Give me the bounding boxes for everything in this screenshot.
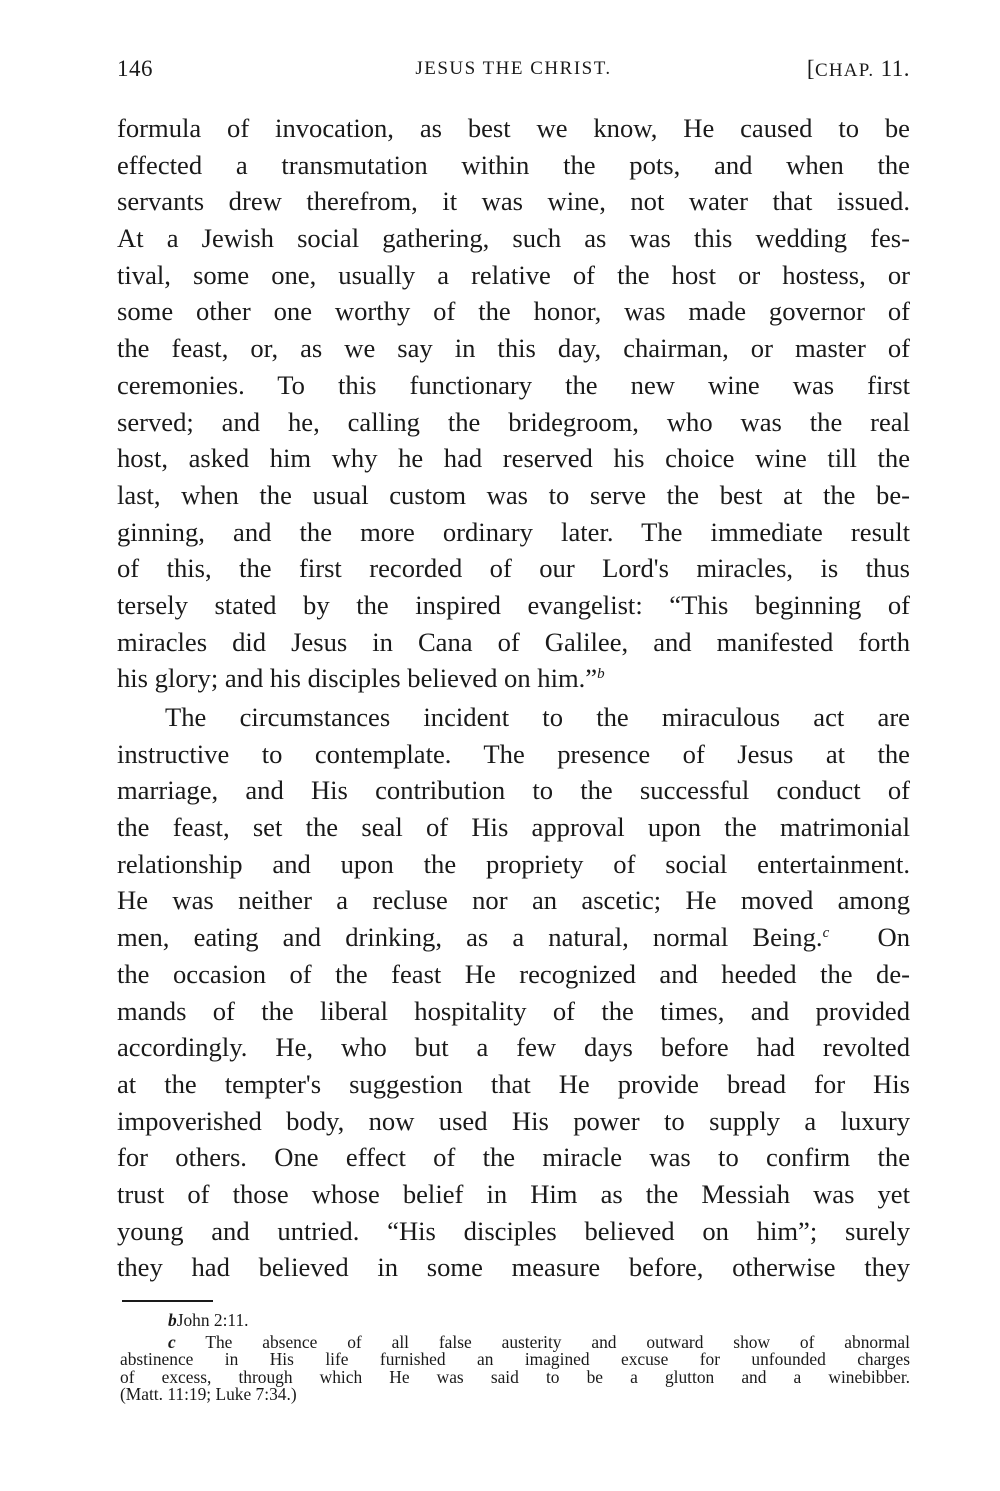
footnote-marker-b: b bbox=[168, 1310, 177, 1330]
text-line: mands of the liberal hospitality of the times, and provided bbox=[117, 995, 910, 1026]
text-line: miracles did Jesus in Cana of Galilee, and manifested forth bbox=[117, 626, 910, 657]
text-line: accordingly. He, who but a few days before had revolted bbox=[117, 1032, 910, 1063]
text-line-content: men, eating and drinking, as a natural, normal Being. bbox=[117, 922, 823, 953]
footnote-ref-c[interactable]: c bbox=[822, 925, 830, 942]
running-header bbox=[117, 56, 910, 92]
text-line: tersely stated by the inspired evangelist: “This beginning of bbox=[117, 589, 910, 620]
footnote-line-text: The absence of all false austerity and outward show of abnormal bbox=[205, 1331, 910, 1352]
text-line: young and untried. “His disciples believed on him”; surely bbox=[117, 1215, 910, 1246]
text-line: at the tempter's suggestion that He provide bread for His bbox=[117, 1068, 910, 1099]
text-line: host, asked him why he had reserved his choice wine till the bbox=[117, 443, 910, 474]
text-line: impoverished body, now used His power to supply a luxury bbox=[117, 1105, 910, 1136]
footnote-b bbox=[120, 1312, 910, 1330]
footnote-ref-b[interactable]: b bbox=[597, 666, 605, 683]
text-line bbox=[117, 660, 910, 697]
footnote-line: (Matt. 11:19; Luke 7:34.) bbox=[120, 1384, 297, 1404]
text-line: last, when the usual custom was to serve the best at the be- bbox=[117, 479, 910, 510]
text-line: the occasion of the feast He recognized and heeded the de- bbox=[117, 958, 910, 989]
page-number: 146 bbox=[117, 56, 153, 81]
body-text bbox=[117, 110, 910, 1286]
text-line: servants drew therefrom, it was wine, not water that issued. bbox=[117, 186, 910, 217]
chapter-bracket: [ bbox=[806, 56, 816, 81]
text-line: for others. One effect of the miracle was to confirm the bbox=[117, 1142, 910, 1173]
text-line: instructive to contemplate. The presence of Jesus at the bbox=[117, 738, 910, 769]
text-line: they had believed in some measure before, otherwise they bbox=[117, 1252, 910, 1283]
text-line: He was neither a recluse nor an ascetic; He moved among bbox=[117, 885, 910, 916]
paragraph-2 bbox=[117, 699, 910, 1286]
paragraph-1 bbox=[117, 110, 910, 697]
footnote-b-text: John 2:11. bbox=[176, 1310, 249, 1330]
text-line: ginning, and the more ordinary later. The immediate result bbox=[117, 516, 910, 547]
running-title: JESUS THE CHRIST. bbox=[415, 58, 612, 79]
text-line: effected a transmutation within the pots, and when the bbox=[117, 149, 910, 180]
footnote-line: of excess, through which He was said to be a glutton and a winebibber. bbox=[120, 1366, 910, 1387]
text-line: the feast, set the seal of His approval upon the matrimonial bbox=[117, 812, 910, 843]
text-line: marriage, and His contribution to the successful conduct of bbox=[117, 775, 910, 806]
text-line: of this, the first recorded of our Lord's miracles, is thus bbox=[117, 553, 910, 584]
footnote-line: abstinence in His life furnished an imagined excuse for unfounded charges bbox=[120, 1349, 910, 1369]
chapter-number: 11. bbox=[880, 56, 910, 81]
text-line: tival, some one, usually a relative of the host or hostess, or bbox=[117, 259, 910, 290]
text-line: ceremonies. To this functionary the new wine was first bbox=[117, 369, 910, 400]
text-line: At a Jewish social gathering, such as was this wedding fes- bbox=[117, 223, 910, 254]
text-line: the feast, or, as we say in this day, chairman, or master of bbox=[117, 333, 910, 364]
text-line: served; and he, calling the bridegroom, who was the real bbox=[117, 406, 910, 437]
footnote-divider bbox=[122, 1300, 213, 1302]
text-line: relationship and upon the propriety of social entertainment. bbox=[117, 848, 910, 879]
text-line-tail: On bbox=[877, 922, 911, 953]
footnotes bbox=[120, 1312, 910, 1404]
footnote-marker-c: c bbox=[168, 1331, 176, 1352]
footnote-c bbox=[120, 1331, 910, 1404]
text-line: trust of those whose belief in Him as the Messiah was yet bbox=[117, 1178, 910, 1209]
text-line bbox=[117, 919, 910, 956]
text-line: The circumstances incident to the miraculous act are bbox=[165, 702, 910, 732]
text-line: formula of invocation, as best we know, He caused to be bbox=[117, 113, 910, 143]
chapter-label: CHAP. bbox=[815, 60, 875, 81]
text-line-content: his glory; and his disciples believed on him.” bbox=[117, 663, 598, 694]
text-line: some other one worthy of the honor, was made governor of bbox=[117, 296, 910, 327]
chapter-reference bbox=[807, 56, 910, 82]
